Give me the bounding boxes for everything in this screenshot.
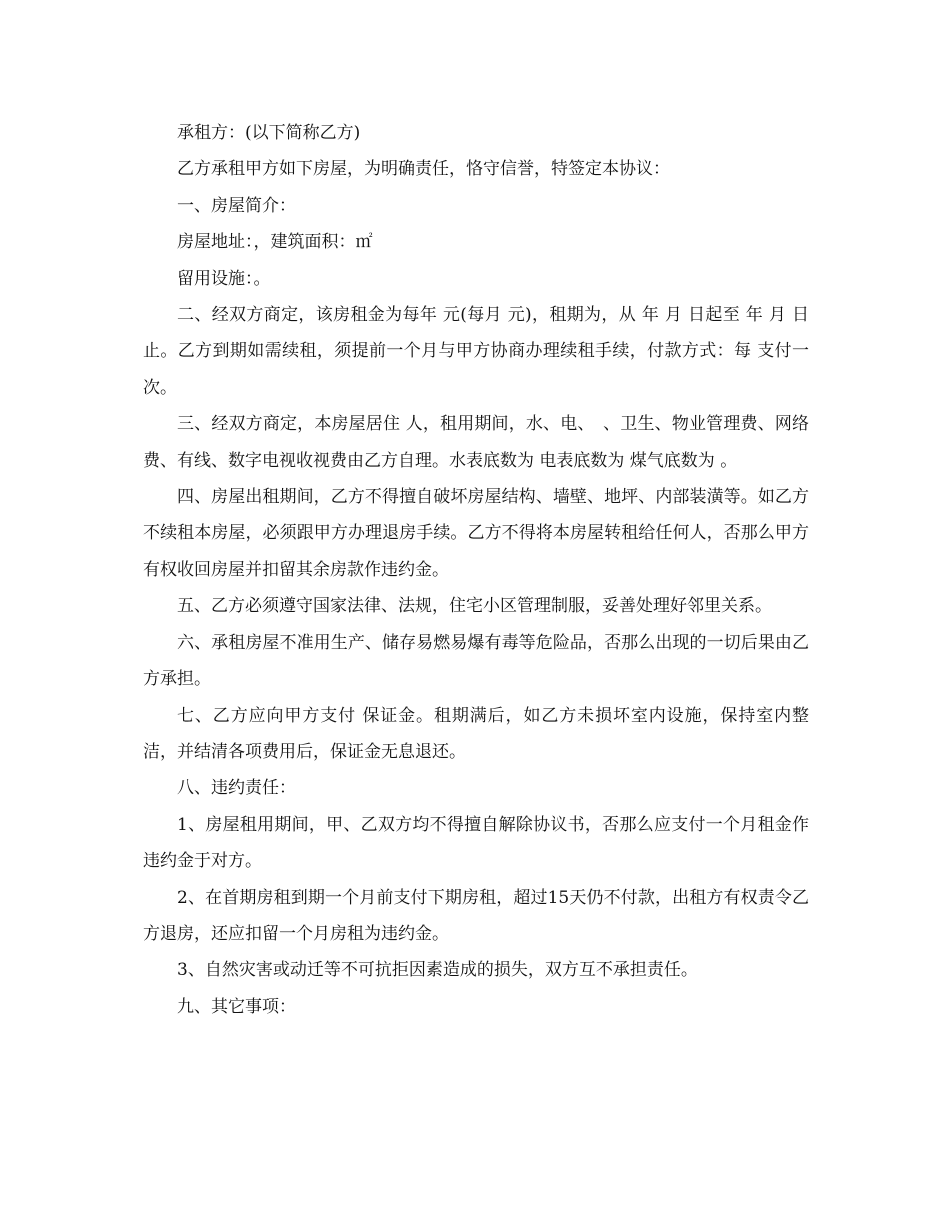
clause-8-1: 1、房屋租用期间，甲、乙双方均不得擅自解除协议书，否那么应支付一个月租金作违约金于对方。 [143, 814, 809, 872]
lease-agreement-body [143, 115, 809, 1025]
lessee-line: 承租方：(以下简称乙方) [177, 123, 361, 143]
section-4-rental-restrictions: 四、房屋出租期间，乙方不得擅自破坏房屋结构、墙壁、地坪、内部装潢等。如乙方不续租本房屋，必须跟甲方办理退房手续。乙方不得将本房屋转租给任何人，否那么甲方有权收回房屋并扣留其余房款作违约金。 [143, 487, 809, 580]
section-5-compliance: 五、乙方必须遵守国家法律、法规，住宅小区管理制服，妥善处理好邻里关系。 [177, 596, 772, 617]
intro-paragraph: 乙方承租甲方如下房屋，为明确责任，恪守信誉，特签定本协议： [177, 159, 670, 180]
section-3-occupancy-fees: 三、经双方商定，本房屋居住 人，租用期间，水、电、 、卫生、物业管理费、网络费、有线、数字电视收视费由乙方自理。水表底数为 电表底数为 煤气底数为 。 [143, 414, 809, 471]
facilities-line: 留用设施：。 [177, 268, 271, 289]
section-7-deposit: 七、乙方应向甲方支付 保证金。租期满后，如乙方未损坏室内设施，保持室内整洁，并结清各项费用后，保证金无息退还。 [143, 705, 809, 762]
section-1-heading: 一、房屋简介： [177, 195, 296, 216]
house-address-line: 房屋地址：，建筑面积：㎡ [177, 232, 373, 253]
section-2-rent-terms: 二、经双方商定，该房租金为每年 元(每月 元)，租期为，从 年 月 日起至 年 月 日止。乙方到期如需续租，须提前一个月与甲方协商办理续租手续，付款方式：每 支付一次。 [143, 305, 809, 398]
section-6-hazardous-goods: 六、承租房屋不准用生产、储存易燃易爆有毒等危险品，否那么出现的一切后果由乙方承担。 [143, 632, 809, 690]
clause-8-2: 2、在首期房租到期一个月前支付下期房租，超过15天仍不付款，出租方有权责令乙方退房，还应扣留一个月房租为违约金。 [143, 887, 809, 944]
section-8-heading: 八、违约责任： [177, 778, 296, 799]
clause-8-3: 3、自然灾害或动迁等不可抗拒因素造成的损失，双方互不承担责任。 [177, 960, 698, 981]
section-9-heading: 九、其它事项： [177, 996, 296, 1017]
